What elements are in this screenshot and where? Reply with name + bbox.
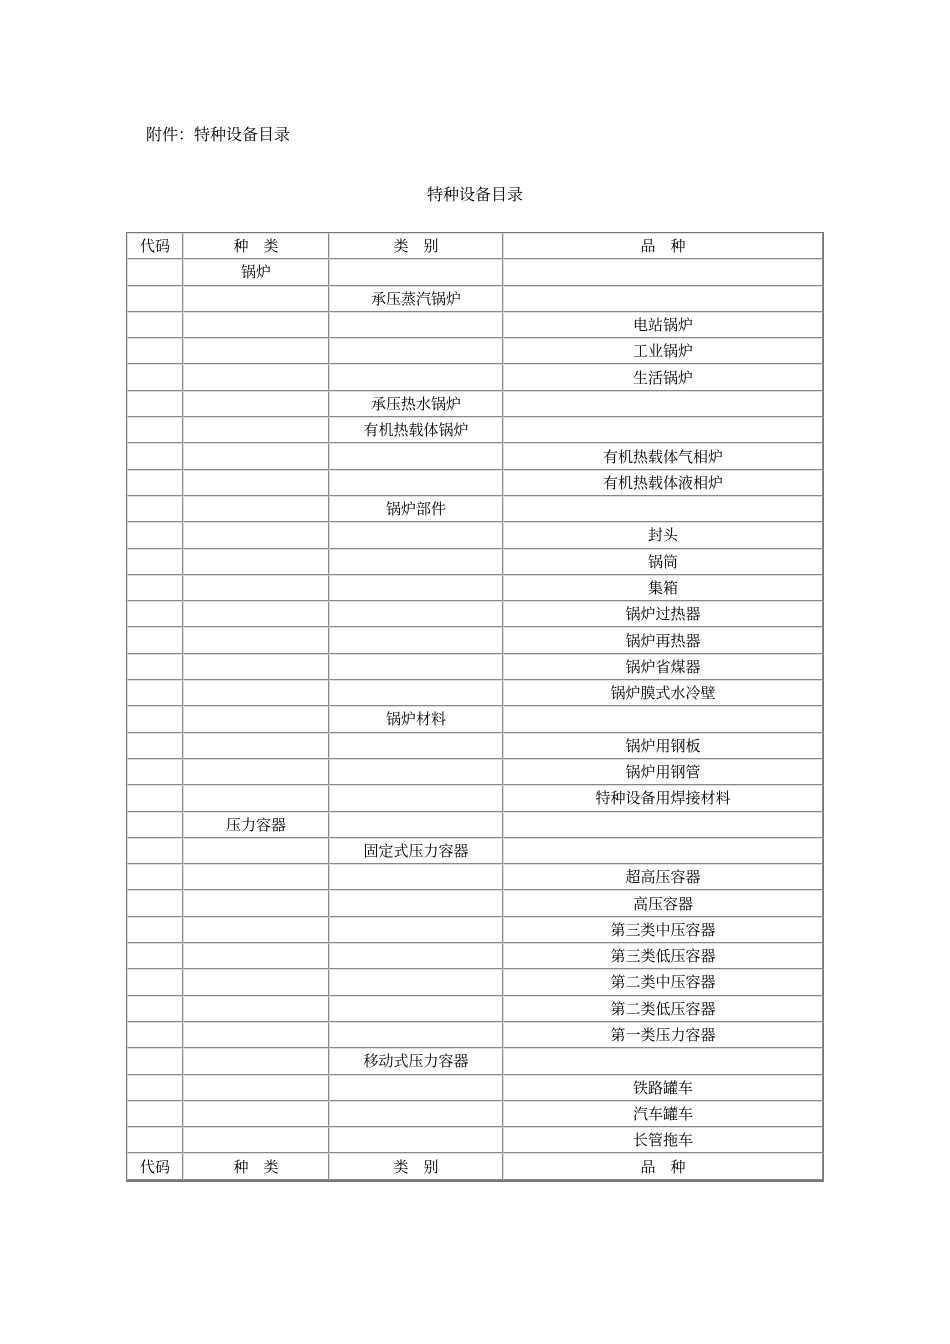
cell-variety (503, 391, 823, 417)
cell-code (127, 443, 183, 469)
cell-code (127, 890, 183, 916)
cell-category (329, 785, 503, 811)
cell-code (127, 996, 183, 1022)
cell-category (329, 627, 503, 653)
table-row (127, 627, 823, 653)
cell-code (127, 680, 183, 706)
cell-kind (183, 943, 329, 969)
table-row (127, 1075, 823, 1101)
table-row (127, 890, 823, 916)
footer-header-row (127, 1153, 823, 1179)
table-row (127, 338, 823, 364)
catalog-body (127, 233, 823, 1180)
cell-variety (503, 706, 823, 732)
cell-variety: 锅筒 (503, 549, 823, 575)
table-row (127, 943, 823, 969)
cell-kind (183, 601, 329, 627)
table-row (127, 864, 823, 890)
cell-category (329, 759, 503, 785)
cell-variety: 工业锅炉 (503, 338, 823, 364)
cell-variety: 特种设备用焊接材料 (503, 785, 823, 811)
cell-kind: 锅炉 (183, 259, 329, 285)
table-row (127, 312, 823, 338)
cell-variety: 第三类低压容器 (503, 943, 823, 969)
cell-category (329, 338, 503, 364)
cell-kind (183, 890, 329, 916)
cell-variety (503, 1048, 823, 1074)
table-row (127, 1048, 823, 1074)
cell-variety: 第一类压力容器 (503, 1022, 823, 1048)
cell-variety: 汽车罐车 (503, 1101, 823, 1127)
cell-variety: 有机热载体气相炉 (503, 443, 823, 469)
cell-category (329, 943, 503, 969)
cell-variety: 锅炉用钢管 (503, 759, 823, 785)
cell-category (329, 996, 503, 1022)
cell-kind (183, 1127, 329, 1153)
cell-variety (503, 812, 823, 838)
cell-kind (183, 496, 329, 522)
cell-variety: 第二类中压容器 (503, 969, 823, 995)
table-row (127, 1022, 823, 1048)
table-row (127, 680, 823, 706)
cell-category: 锅炉材料 (329, 706, 503, 732)
cell-category: 锅炉部件 (329, 496, 503, 522)
cell-code (127, 812, 183, 838)
cell-code (127, 838, 183, 864)
cell-kind (183, 364, 329, 390)
table-row (127, 443, 823, 469)
table-row (127, 917, 823, 943)
footer-code: 代码 (127, 1153, 183, 1179)
table-row (127, 969, 823, 995)
table-row (127, 785, 823, 811)
cell-kind (183, 654, 329, 680)
table-row (127, 575, 823, 601)
cell-category (329, 969, 503, 995)
cell-category (329, 575, 503, 601)
cell-category: 承压热水锅炉 (329, 391, 503, 417)
cell-variety (503, 838, 823, 864)
cell-category (329, 312, 503, 338)
cell-code (127, 575, 183, 601)
table-row (127, 838, 823, 864)
cell-kind (183, 864, 329, 890)
cell-category (329, 601, 503, 627)
cell-kind (183, 470, 329, 496)
cell-code (127, 286, 183, 312)
table-row (127, 364, 823, 390)
cell-category (329, 522, 503, 548)
header-kind: 种 类 (183, 233, 329, 259)
cell-kind (183, 391, 329, 417)
cell-category (329, 1127, 503, 1153)
cell-kind (183, 338, 329, 364)
table-row (127, 996, 823, 1022)
cell-code (127, 259, 183, 285)
cell-code (127, 601, 183, 627)
cell-code (127, 391, 183, 417)
cell-variety (503, 417, 823, 443)
cell-code (127, 759, 183, 785)
cell-category (329, 1075, 503, 1101)
document-title: 特种设备目录 (426, 185, 523, 204)
cell-variety: 第二类低压容器 (503, 996, 823, 1022)
cell-variety: 铁路罐车 (503, 1075, 823, 1101)
cell-code (127, 496, 183, 522)
cell-code (127, 1048, 183, 1074)
cell-variety: 有机热载体液相炉 (503, 470, 823, 496)
cell-code (127, 364, 183, 390)
cell-variety: 长管拖车 (503, 1127, 823, 1153)
cell-category: 承压蒸汽锅炉 (329, 286, 503, 312)
table-row (127, 470, 823, 496)
cell-kind (183, 838, 329, 864)
cell-kind (183, 759, 329, 785)
cell-variety (503, 286, 823, 312)
cell-kind (183, 706, 329, 732)
cell-code (127, 1127, 183, 1153)
cell-category (329, 259, 503, 285)
cell-category: 固定式压力容器 (329, 838, 503, 864)
cell-code (127, 733, 183, 759)
cell-kind (183, 417, 329, 443)
table-row (127, 706, 823, 732)
cell-category (329, 470, 503, 496)
cell-variety: 生活锅炉 (503, 364, 823, 390)
cell-code (127, 338, 183, 364)
header-variety: 品 种 (503, 233, 823, 259)
table-row (127, 812, 823, 838)
table-row (127, 549, 823, 575)
cell-category (329, 1022, 503, 1048)
cell-code (127, 522, 183, 548)
cell-kind (183, 575, 329, 601)
cell-kind (183, 733, 329, 759)
cell-category (329, 1101, 503, 1127)
table-row (127, 259, 823, 285)
table-row (127, 286, 823, 312)
cell-category (329, 443, 503, 469)
header-code: 代码 (127, 233, 183, 259)
footer-kind: 种 类 (183, 1153, 329, 1179)
cell-variety: 封头 (503, 522, 823, 548)
cell-code (127, 312, 183, 338)
cell-kind (183, 549, 329, 575)
cell-variety: 锅炉省煤器 (503, 654, 823, 680)
header-category: 类 别 (329, 233, 503, 259)
cell-variety (503, 259, 823, 285)
cell-kind (183, 996, 329, 1022)
cell-code (127, 917, 183, 943)
cell-kind: 压力容器 (183, 812, 329, 838)
cell-variety: 锅炉用钢板 (503, 733, 823, 759)
cell-category: 移动式压力容器 (329, 1048, 503, 1074)
attachment-label: 附件：特种设备目录 (146, 125, 291, 144)
cell-code (127, 417, 183, 443)
cell-variety: 锅炉再热器 (503, 627, 823, 653)
cell-code (127, 969, 183, 995)
cell-code (127, 1075, 183, 1101)
cell-kind (183, 627, 329, 653)
cell-variety: 高压容器 (503, 890, 823, 916)
cell-category (329, 917, 503, 943)
table-row (127, 522, 823, 548)
cell-kind (183, 785, 329, 811)
cell-kind (183, 1022, 329, 1048)
table-row (127, 654, 823, 680)
cell-kind (183, 1101, 329, 1127)
cell-category (329, 680, 503, 706)
cell-variety: 锅炉膜式水冷壁 (503, 680, 823, 706)
cell-kind (183, 969, 329, 995)
cell-variety (503, 496, 823, 522)
cell-category (329, 364, 503, 390)
cell-category: 有机热载体锅炉 (329, 417, 503, 443)
table-row (127, 733, 823, 759)
catalog-table (127, 233, 823, 1180)
cell-category (329, 864, 503, 890)
cell-variety: 锅炉过热器 (503, 601, 823, 627)
cell-code (127, 864, 183, 890)
header-row (127, 233, 823, 259)
table-row (127, 601, 823, 627)
cell-variety: 集箱 (503, 575, 823, 601)
table-row (127, 759, 823, 785)
cell-variety: 第三类中压容器 (503, 917, 823, 943)
cell-variety: 超高压容器 (503, 864, 823, 890)
cell-code (127, 470, 183, 496)
table-row (127, 1127, 823, 1153)
cell-code (127, 654, 183, 680)
table-row (127, 1101, 823, 1127)
table-row (127, 417, 823, 443)
cell-code (127, 706, 183, 732)
cell-code (127, 627, 183, 653)
cell-kind (183, 443, 329, 469)
cell-category (329, 890, 503, 916)
cell-kind (183, 680, 329, 706)
cell-kind (183, 1075, 329, 1101)
table-row (127, 391, 823, 417)
cell-code (127, 785, 183, 811)
footer-category: 类 别 (329, 1153, 503, 1179)
table-row (127, 496, 823, 522)
cell-category (329, 812, 503, 838)
cell-code (127, 1101, 183, 1127)
equipment-catalog-table (126, 232, 824, 1182)
cell-kind (183, 917, 329, 943)
cell-code (127, 1022, 183, 1048)
cell-kind (183, 312, 329, 338)
cell-code (127, 943, 183, 969)
cell-kind (183, 1048, 329, 1074)
cell-kind (183, 286, 329, 312)
cell-variety: 电站锅炉 (503, 312, 823, 338)
cell-category (329, 549, 503, 575)
cell-code (127, 549, 183, 575)
cell-kind (183, 522, 329, 548)
cell-category (329, 654, 503, 680)
footer-variety: 品 种 (503, 1153, 823, 1179)
cell-category (329, 733, 503, 759)
